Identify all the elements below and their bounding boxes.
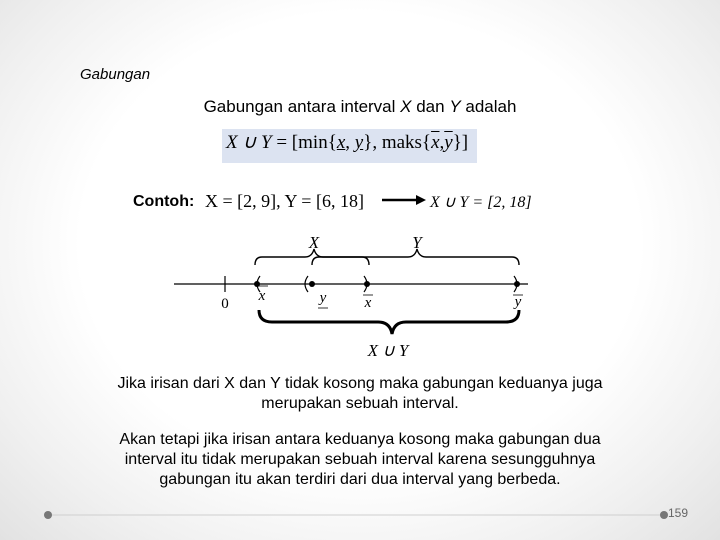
formula-xbar: $\overline{x}$ — [431, 132, 440, 153]
example-body: X = [2, 9], Y = [6, 18] — [205, 191, 364, 211]
point-ybar-label: y — [514, 294, 522, 310]
point-y-label: y — [319, 290, 327, 306]
formula-mid: }, maks{ — [363, 132, 432, 153]
point-y — [309, 281, 315, 287]
formula-comma1: , — [345, 132, 355, 153]
formula-eq: = [min{ — [271, 132, 337, 153]
paragraph-empty-intersection — [60, 430, 660, 490]
page-number: 159 — [668, 506, 689, 520]
point-xbar-label: x — [364, 295, 372, 311]
definition-prefix: Gabungan antara interval — [203, 97, 401, 116]
paragraph-nonempty-intersection — [60, 374, 660, 414]
paragraph2-line1: Akan tetapi jika irisan antara keduanya kosong maka gabungan dua — [119, 431, 601, 448]
paragraph2-line2: interval itu tidak merupakan sebuah interval karena sesungguhnya — [124, 451, 596, 468]
formula-y: y — [354, 132, 364, 153]
definition-middle: dan — [411, 97, 450, 116]
paragraph1-line1: Jika irisan dari X dan Y tidak kosong maka gabungan keduanya juga — [117, 375, 603, 392]
brace-union — [259, 310, 519, 334]
example-result: X ∪ Y = [2, 18] — [430, 194, 532, 211]
formula-comma2: , — [439, 132, 445, 153]
formula-end: }] — [452, 132, 469, 153]
paragraph1-line2: merupakan sebuah interval. — [261, 395, 459, 412]
example-label: Contoh: — [133, 193, 195, 210]
tick-zero-label: 0 — [221, 296, 229, 312]
formula-ybar: $\overline{y}$ — [444, 132, 453, 153]
label-y: Y — [412, 233, 422, 252]
point-x-label: x — [258, 288, 266, 304]
formula-x: x — [336, 132, 346, 153]
definition-var-x: X — [400, 97, 412, 116]
paragraph2-line3: gabungan itu akan terdiri dari dua interval yang berbeda. — [159, 471, 561, 488]
label-x: X — [308, 233, 320, 252]
definition-var-y: Y — [449, 97, 461, 116]
union-label: X ∪ Y — [367, 341, 409, 360]
formula-lhs: X ∪ Y — [226, 132, 272, 153]
definition-suffix: adalah — [460, 97, 517, 116]
slide-heading: Gabungan — [80, 66, 151, 83]
